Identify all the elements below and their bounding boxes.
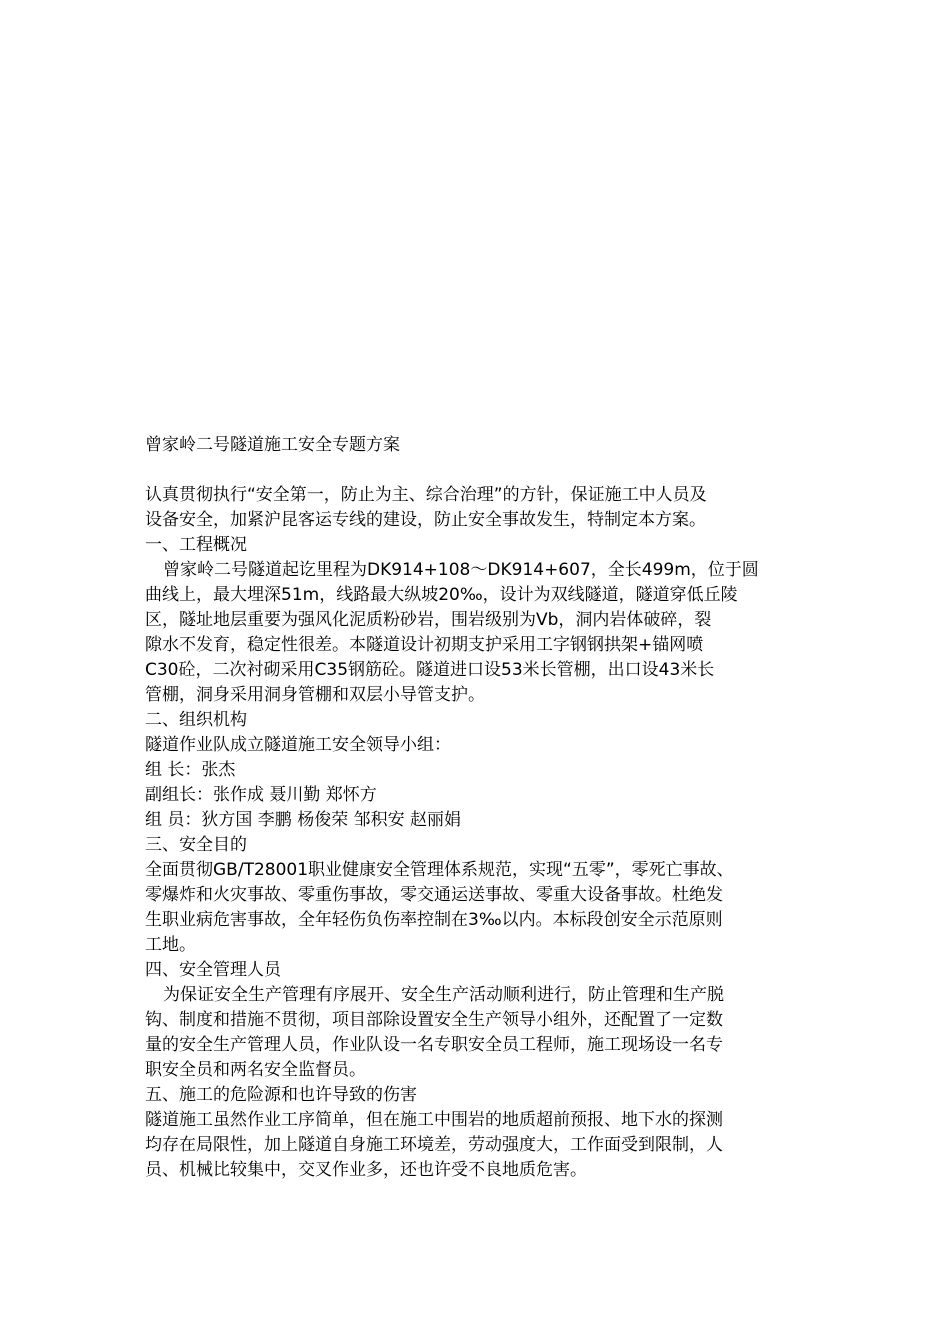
organization-line-1: 隧道作业队成立隧道施工安全领导小组： bbox=[145, 735, 451, 755]
goals-line-1: 全面贯彻GB/T28001职业健康安全管理体系规范，实现“五零”，零死亡事故、 bbox=[145, 860, 734, 880]
document-title: 曾家岭二号隧道施工安全专题方案 bbox=[145, 435, 400, 455]
organization-leader: 组 长：张杰 bbox=[145, 760, 236, 780]
hazards-line-1: 隧道施工虽然作业工序简单，但在施工中围岩的地质超前预报、地下水的探测 bbox=[145, 1110, 723, 1130]
goals-line-4: 工地。 bbox=[145, 935, 196, 955]
section-heading-project-overview: 一、工程概况 bbox=[145, 535, 247, 555]
overview-line-1: 曾家岭二号隧道起讫里程为DK914+108～DK914+607，全长499m，位于圆 bbox=[163, 560, 759, 580]
hazards-line-3: 员、机械比较集中，交叉作业多，还也许受不良地质危害。 bbox=[145, 1160, 587, 1180]
organization-members: 组 员：狄方国 李鹏 杨俊荣 邹积安 赵丽娟 bbox=[145, 810, 462, 830]
staff-line-1: 为保证安全生产管理有序展开、安全生产活动顺利进行，防止管理和生产脱 bbox=[163, 985, 724, 1005]
section-heading-safety-goals: 三、安全目的 bbox=[145, 835, 247, 855]
overview-line-2: 曲线上，最大埋深51m，线路最大纵坡20‰，设计为双线隧道，隧道穿低丘陵 bbox=[145, 585, 738, 605]
section-heading-hazards: 五、施工的危险源和也许导致的伤害 bbox=[145, 1085, 417, 1105]
section-heading-organization: 二、组织机构 bbox=[145, 710, 247, 730]
staff-line-3: 量的安全生产管理人员，作业队设一名专职安全员工程师，施工现场设一名专 bbox=[145, 1035, 723, 1055]
organization-deputy-leaders: 副组长：张作成 聂川勤 郑怀方 bbox=[145, 785, 377, 805]
hazards-line-2: 均存在局限性，加上隧道自身施工环境差，劳动强度大，工作面受到限制，人 bbox=[145, 1135, 723, 1155]
intro-line-2: 设备安全，加紧沪昆客运专线的建设，防止安全事故发生，特制定本方案。 bbox=[145, 510, 706, 530]
staff-line-2: 钩、制度和措施不贯彻，项目部除设置安全生产领导小组外，还配置了一定数 bbox=[145, 1010, 723, 1030]
overview-line-3: 区，隧址地层重要为强风化泥质粉砂岩，围岩级别为Ⅴb，洞内岩体破碎，裂 bbox=[145, 610, 712, 630]
goals-line-3: 生职业病危害事故，全年轻伤负伤率控制在3‰以内。本标段创安全示范原则 bbox=[145, 910, 723, 930]
overview-line-6: 管棚，洞身采用洞身管棚和双层小导管支护。 bbox=[145, 685, 485, 705]
staff-line-4: 职安全员和两名安全监督员。 bbox=[145, 1060, 366, 1080]
overview-line-4: 隙水不发育，稳定性很差。本隧道设计初期支护采用工字钢钢拱架+锚网喷 bbox=[145, 635, 704, 655]
document-body bbox=[145, 433, 825, 1183]
goals-line-2: 零爆炸和火灾事故、零重伤事故，零交通运送事故、零重大设备事故。杜绝发 bbox=[145, 885, 723, 905]
section-heading-safety-staff: 四、安全管理人员 bbox=[145, 960, 281, 980]
overview-line-5: C30砼，二次衬砌采用C35钢筋砼。隧道进口设53米长管棚，出口设43米长 bbox=[145, 660, 715, 680]
intro-line-1: 认真贯彻执行“安全第一，防止为主、综合治理”的方针，保证施工中人员及 bbox=[145, 485, 707, 505]
